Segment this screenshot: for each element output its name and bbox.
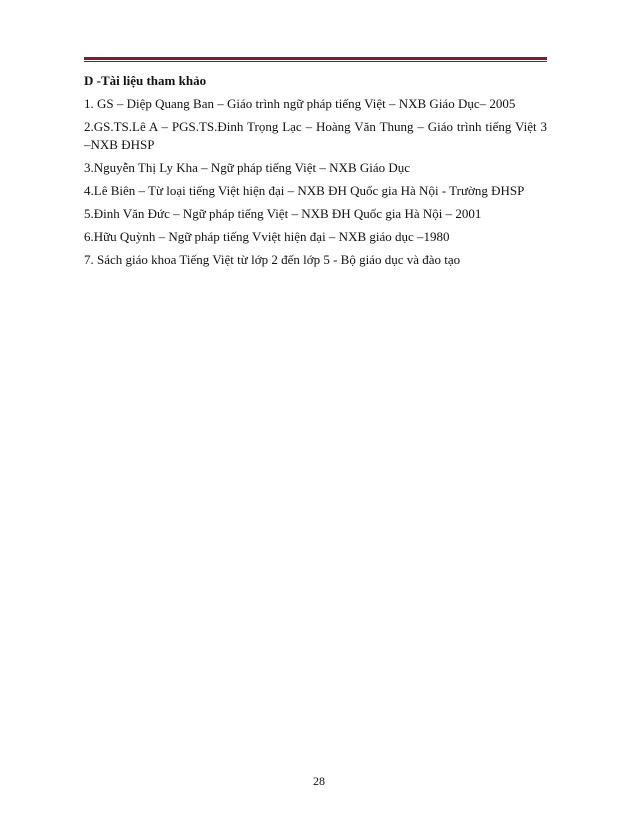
reference-item-1: 1. GS – Diệp Quang Ban – Giáo trình ngữ pháp tiếng Việt – NXB Giáo Dục– 2005 <box>84 96 516 111</box>
reference-item-4: 4.Lê Biên – Từ loại tiếng Việt hiện đại – NXB ĐH Quốc gia Hà Nội - Trường ĐHSP <box>84 183 525 198</box>
reference-item-3: 3.Nguyễn Thị Ly Kha – Ngữ pháp tiếng Việt – NXB Giáo Dục <box>84 160 411 175</box>
header-rule-thin <box>84 61 547 62</box>
reference-item-7: 7. Sách giáo khoa Tiếng Việt từ lớp 2 đến lớp 5 - Bộ giáo dục và đào tạo <box>84 252 461 267</box>
reference-item-2: 2.GS.TS.Lê A – PGS.TS.Đinh Trọng Lạc – Hoàng Văn Thung – Giáo trình tiếng Việt 3 –NXB ĐHSP <box>84 119 547 152</box>
reference-item-6: 6.Hữu Quỳnh – Ngữ pháp tiếng Vviệt hiện đại – NXB giáo dục –1980 <box>84 229 450 244</box>
page-number: 28 <box>313 774 325 788</box>
references-section <box>84 72 547 274</box>
section-heading: D -Tài liệu tham khảo <box>84 73 207 88</box>
header-rule-thick <box>84 57 547 60</box>
reference-item-5: 5.Đinh Văn Đức – Ngữ pháp tiếng Việt – NXB ĐH Quốc gia Hà Nội – 2001 <box>84 206 482 221</box>
